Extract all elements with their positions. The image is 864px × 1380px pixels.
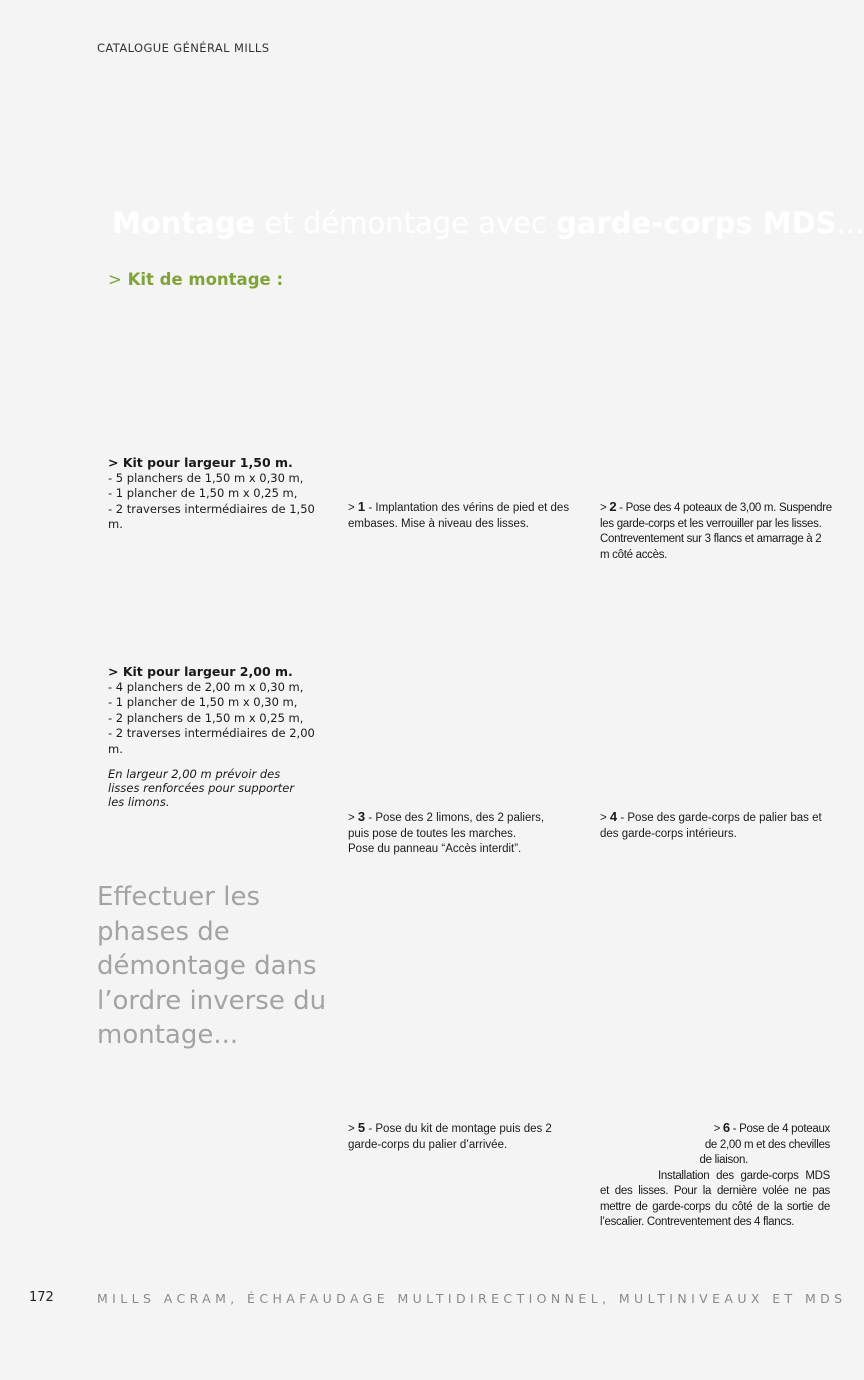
- step-number: 1: [357, 499, 366, 514]
- step-text: - Pose de 4 poteaux: [729, 1123, 830, 1135]
- step-text-2: Installation des garde-corps MDS et des lisses. Pour la dernière volée ne pas mettre de garde-corps du côté de la sortie de l’escalier. Contreventement des 4 flancs.: [600, 1169, 830, 1228]
- kit-150-item: - 2 traverses intermédiaires de 1,50 m.: [108, 501, 315, 531]
- step-text-2: Pose du panneau “Accès interdit”.: [348, 843, 522, 855]
- step-text: - Pose des garde-corps de palier bas et des garde-corps intérieurs.: [600, 812, 822, 840]
- title-montage: Montage: [112, 206, 256, 240]
- kit-150-item: - 1 plancher de 1,50 m x 0,25 m,: [108, 486, 298, 500]
- step-number: 2: [609, 499, 617, 514]
- title-middle: et démontage avec: [255, 206, 557, 240]
- step-prefix: >: [348, 812, 355, 824]
- step-line-3: de liaison.: [699, 1154, 748, 1166]
- step-text: - Pose des 2 limons, des 2 paliers, puis pose de toutes les marches.: [348, 812, 545, 840]
- step-number: 5: [357, 1120, 366, 1135]
- kit-150-block: [108, 455, 333, 533]
- title-ellipsis: ...: [836, 206, 864, 240]
- title-garde-corps: garde-corps MDS: [556, 206, 837, 240]
- step-5: [348, 1120, 580, 1153]
- step-number: 3: [357, 809, 366, 824]
- step-prefix: >: [600, 502, 607, 514]
- kit-200-item: - 4 planchers de 2,00 m x 0,30 m,: [108, 679, 304, 694]
- step-number: 6: [722, 1120, 730, 1135]
- step-prefix: >: [348, 502, 355, 514]
- kit-150-heading: > Kit pour largeur 1,50 m.: [108, 455, 293, 470]
- footer-running-title: MILLS ACRAM, ÉCHAFAUDAGE MULTIDIRECTIONNEL, MULTINIVEAUX ET MDS: [97, 1291, 847, 1306]
- kit-200-item: - 2 traverses intermédiaires de 2,00 m.: [108, 726, 315, 756]
- step-text: - Implantation des vérins de pied et des embases. Mise à niveau des lisses.: [348, 502, 570, 530]
- step-prefix: >: [713, 1123, 721, 1135]
- kit-200-block: [108, 664, 333, 809]
- page-number: 172: [29, 1290, 54, 1305]
- step-3: [348, 809, 568, 858]
- step-line-2: de 2,00 m et des chevilles: [704, 1138, 830, 1151]
- section-arrow: >: [108, 270, 122, 289]
- step-line-1: [600, 1120, 830, 1138]
- step-number: 4: [609, 809, 618, 824]
- section-label: Kit de montage :: [127, 270, 284, 289]
- step-text: - Pose du kit de montage puis des 2 garde-corps du palier d’arrivée.: [348, 1123, 552, 1151]
- step-6: [600, 1120, 830, 1231]
- section-heading-kit: [108, 270, 283, 289]
- kit-200-heading: > Kit pour largeur 2,00 m.: [108, 664, 293, 679]
- step-1: [348, 499, 580, 532]
- kit-200-item: - 2 planchers de 1,50 m x 0,25 m,: [108, 710, 304, 725]
- kit-200-item: - 1 plancher de 1,50 m x 0,30 m,: [108, 695, 298, 709]
- disassembly-callout: Effectuer les phases de démontage dans l’ordre inverse du montage...: [97, 882, 327, 1050]
- kit-200-note: En largeur 2,00 m prévoir des lisses renforcées pour supporter les limons.: [108, 767, 295, 809]
- step-2: [600, 499, 832, 563]
- page-title: [112, 206, 864, 240]
- catalogue-header: CATALOGUE GÉNÉRAL MILLS: [97, 41, 270, 55]
- kit-150-item: - 5 planchers de 1,50 m x 0,30 m,: [108, 470, 304, 485]
- step-4: [600, 809, 825, 842]
- step-text: - Pose des 4 poteaux de 3,00 m. Suspendre les garde-corps et les verrouiller par les lisses. Contreventement sur 3 flancs et amarrage à 2 m côté accès.: [600, 502, 832, 561]
- step-prefix: >: [600, 812, 607, 824]
- step-prefix: >: [348, 1123, 355, 1135]
